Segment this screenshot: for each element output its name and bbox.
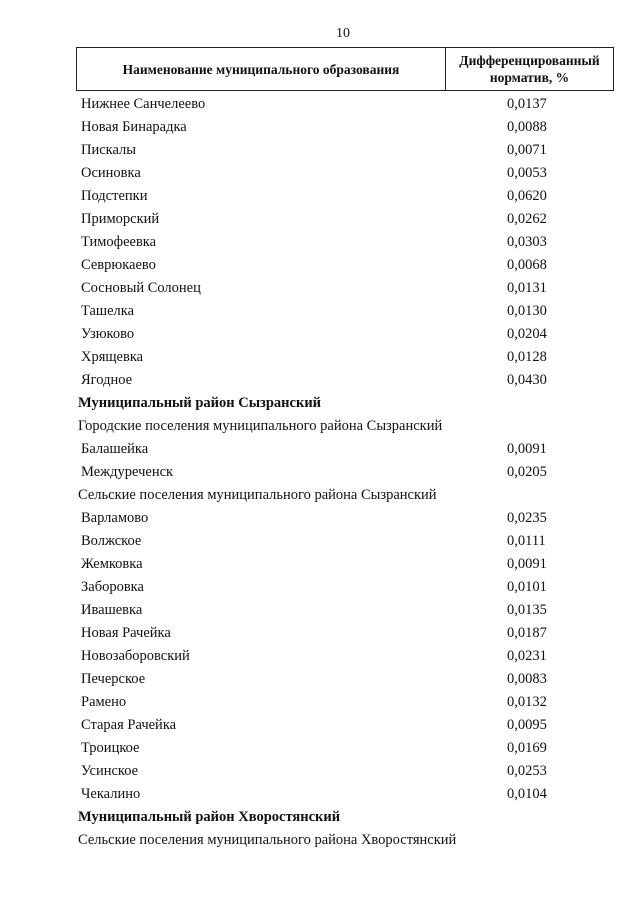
row-name: Нижнее Санчелеево [81, 96, 206, 112]
row-name: Междуреченск [81, 464, 174, 480]
row-value: 0,0135 [507, 602, 547, 618]
row-value: 0,0068 [507, 257, 547, 273]
row-value: 0,0169 [507, 740, 547, 756]
column-header-value [446, 48, 613, 90]
table-header [76, 47, 614, 91]
row-value: 0,0253 [507, 763, 547, 779]
row-name: Ягодное [81, 372, 133, 388]
row-value: 0,0235 [507, 510, 547, 526]
table-row [0, 530, 640, 553]
page-number: 10 [336, 26, 350, 41]
row-name: Муниципальный район Сызранский [78, 395, 322, 411]
row-name: Рамено [81, 694, 127, 710]
table-row [0, 691, 640, 714]
row-value: 0,0430 [507, 372, 547, 388]
table-row [0, 323, 640, 346]
table-row [0, 714, 640, 737]
row-name: Сельские поселения муниципального района Хворостянский [78, 832, 457, 848]
row-name: Приморский [81, 211, 160, 227]
row-name: Новая Бинарадка [81, 119, 187, 135]
subsection-heading [0, 829, 640, 852]
row-name: Старая Рачейка [81, 717, 177, 733]
row-name: Подстепки [81, 188, 148, 204]
row-name: Волжское [81, 533, 142, 549]
row-value: 0,0231 [507, 648, 547, 664]
row-name: Троицкое [81, 740, 140, 756]
row-value: 0,0091 [507, 441, 547, 457]
table-row [0, 622, 640, 645]
table-row [0, 599, 640, 622]
table-row [0, 139, 640, 162]
row-value: 0,0104 [507, 786, 547, 802]
row-name: Хрящевка [81, 349, 144, 365]
table-row [0, 300, 640, 323]
table-row [0, 277, 640, 300]
subsection-heading [0, 484, 640, 507]
row-name: Усинское [81, 763, 139, 779]
row-name: Осиновка [81, 165, 141, 181]
section-heading [0, 392, 640, 415]
row-value: 0,0101 [507, 579, 547, 595]
row-value: 0,0303 [507, 234, 547, 250]
row-value: 0,0053 [507, 165, 547, 181]
row-name: Ивашевка [81, 602, 143, 618]
subsection-heading [0, 415, 640, 438]
row-value: 0,0187 [507, 625, 547, 641]
row-value: 0,0262 [507, 211, 547, 227]
row-value: 0,0620 [507, 188, 547, 204]
table-row [0, 507, 640, 530]
row-name: Узюково [81, 326, 135, 342]
row-value: 0,0128 [507, 349, 547, 365]
row-name: Городские поселения муниципального района Сызранский [78, 418, 443, 434]
table-row [0, 461, 640, 484]
table-row [0, 162, 640, 185]
table-row [0, 254, 640, 277]
table-row [0, 737, 640, 760]
row-value: 0,0131 [507, 280, 547, 296]
row-name: Муниципальный район Хворостянский [78, 809, 341, 825]
row-name: Чекалино [81, 786, 141, 802]
row-name: Тимофеевка [81, 234, 157, 250]
row-value: 0,0111 [507, 533, 546, 549]
row-value: 0,0083 [507, 671, 547, 687]
row-name: Ташелка [81, 303, 135, 319]
row-name: Пискалы [81, 142, 137, 158]
table-row [0, 645, 640, 668]
row-name: Севрюкаево [81, 257, 156, 273]
row-name: Сосновый Солонец [81, 280, 201, 296]
table-row [0, 668, 640, 691]
table-row [0, 783, 640, 806]
row-value: 0,0205 [507, 464, 547, 480]
row-name: Варламово [81, 510, 149, 526]
row-value: 0,0204 [507, 326, 547, 342]
table-row [0, 93, 640, 116]
row-value: 0,0088 [507, 119, 547, 135]
table-row [0, 185, 640, 208]
table-row [0, 369, 640, 392]
row-value: 0,0091 [507, 556, 547, 572]
table-row [0, 760, 640, 783]
row-name: Сельские поселения муниципального района Сызранский [78, 487, 437, 503]
row-value: 0,0137 [507, 96, 547, 112]
table-row [0, 438, 640, 461]
row-value: 0,0095 [507, 717, 547, 733]
row-name: Новая Рачейка [81, 625, 171, 641]
column-header-name: Наименование муниципального образования [77, 48, 446, 90]
row-value: 0,0130 [507, 303, 547, 319]
table-row [0, 116, 640, 139]
table-row [0, 208, 640, 231]
row-name: Жемковка [81, 556, 143, 572]
row-value: 0,0132 [507, 694, 547, 710]
column-header-value-line1: Дифференцированный [459, 53, 600, 68]
row-value: 0,0071 [507, 142, 547, 158]
table-row [0, 346, 640, 369]
row-name: Новозаборовский [81, 648, 190, 664]
section-heading [0, 806, 640, 829]
table-body [0, 93, 640, 852]
table-row [0, 553, 640, 576]
row-name: Печерское [81, 671, 146, 687]
column-header-value-line2: норматив, % [489, 70, 570, 85]
table-row [0, 576, 640, 599]
row-name: Балашейка [81, 441, 149, 457]
row-name: Заборовка [81, 579, 144, 595]
table-row [0, 231, 640, 254]
